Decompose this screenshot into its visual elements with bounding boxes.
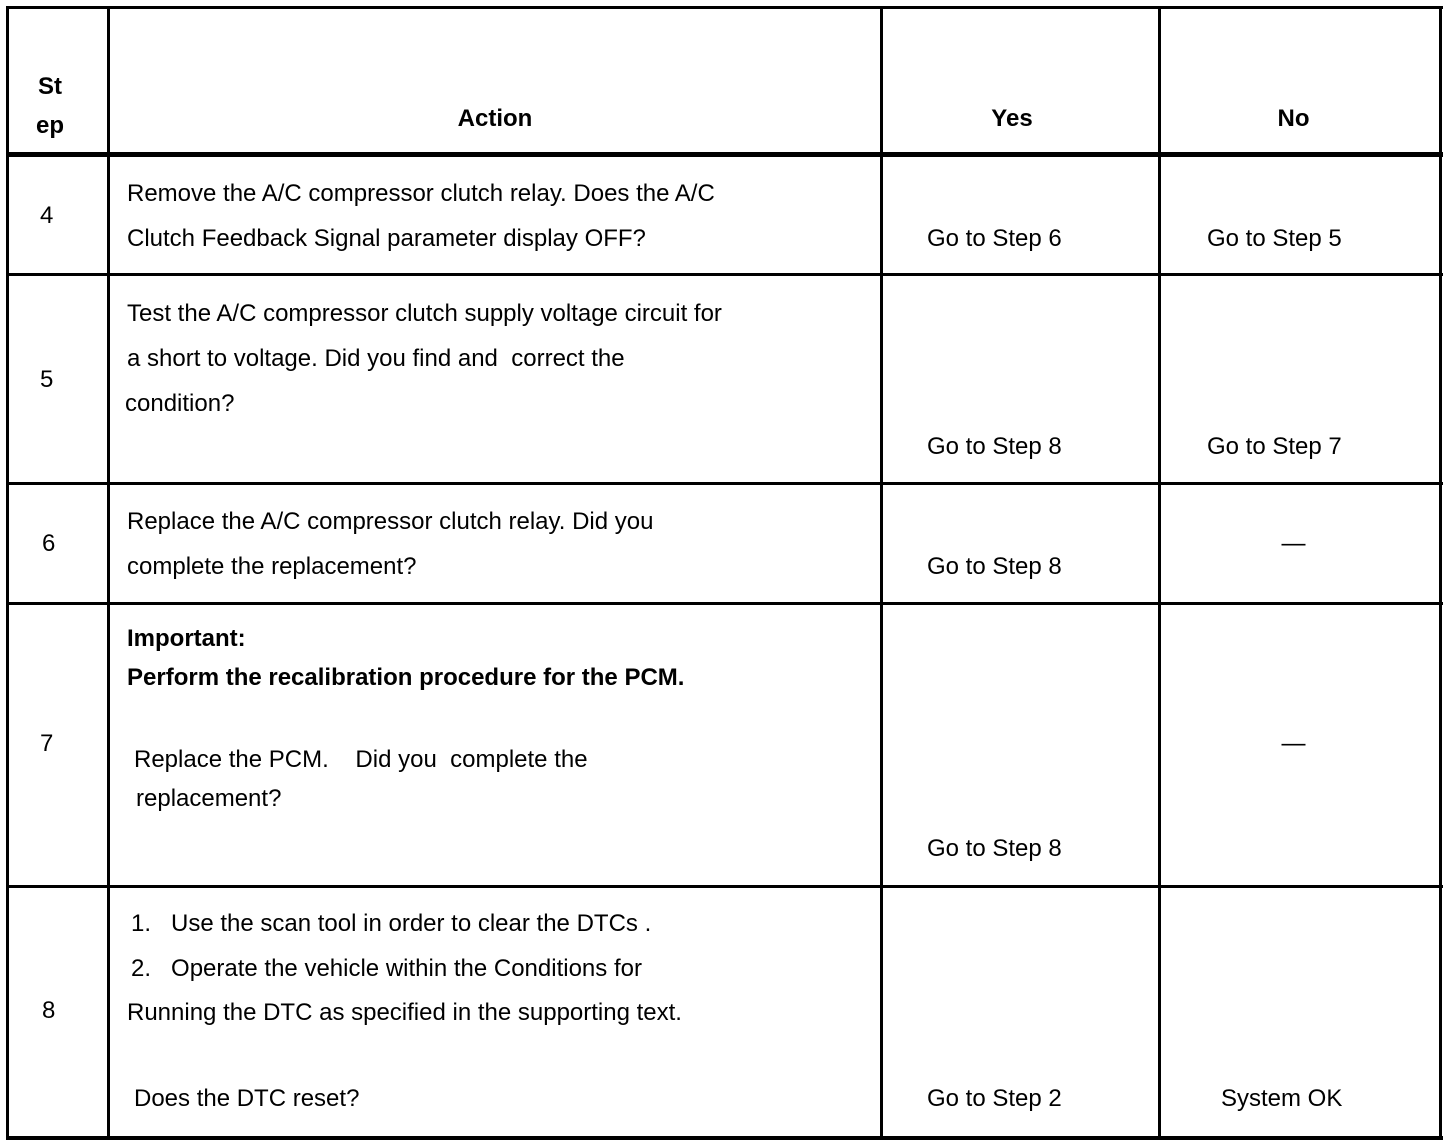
no-result: Go to Step 7 (1207, 433, 1342, 460)
action-line: complete the replacement? (127, 553, 417, 580)
row-divider (6, 482, 1443, 485)
table-border-bottom (6, 1136, 1443, 1140)
step-number: 5 (40, 366, 54, 393)
action-line: Replace the A/C compressor clutch relay. Did you (127, 508, 654, 535)
table-border-right (1439, 6, 1442, 1140)
yes-result: Go to Step 8 (927, 553, 1062, 580)
action-line: 2. Operate the vehicle within the Conditions for (131, 955, 642, 982)
step-number: 6 (42, 530, 56, 557)
row-divider (6, 885, 1443, 888)
action-line: Clutch Feedback Signal parameter display OFF? (127, 225, 646, 252)
no-result: — (1281, 730, 1306, 757)
step-number: 4 (40, 202, 54, 229)
table-border-left (6, 6, 9, 1140)
action-line: a short to voltage. Did you find and correct the (127, 345, 625, 372)
header-no: No (1277, 105, 1310, 132)
action-line: Running the DTC as specified in the supporting text. (127, 999, 682, 1026)
header-step: St ep (35, 73, 64, 139)
no-result: Go to Step 5 (1207, 225, 1342, 252)
yes-result: Go to Step 2 (927, 1085, 1062, 1112)
action-line: 1. Use the scan tool in order to clear the DTCs . (131, 910, 652, 937)
step-number: 7 (40, 730, 54, 757)
yes-result: Go to Step 8 (927, 835, 1062, 862)
no-result: — (1281, 530, 1306, 557)
action-line: replacement? (136, 785, 282, 812)
action-line: condition? (125, 390, 235, 417)
action-line: Does the DTC reset? (134, 1085, 360, 1112)
yes-result: Go to Step 6 (927, 225, 1062, 252)
column-divider (1158, 6, 1161, 1140)
important-text: Perform the recalibration procedure for the PCM. (127, 664, 685, 691)
important-label: Important: (127, 625, 246, 652)
row-divider (6, 602, 1443, 605)
step-number: 8 (42, 997, 56, 1024)
column-divider (880, 6, 883, 1140)
row-divider (6, 273, 1443, 276)
header-yes: Yes (991, 105, 1033, 132)
action-line: Remove the A/C compressor clutch relay. Does the A/C (127, 180, 715, 207)
header-action: Action (457, 105, 533, 132)
no-result: System OK (1221, 1085, 1343, 1112)
table-border-top (6, 6, 1443, 9)
action-line: Replace the PCM. Did you complete the (134, 746, 588, 773)
column-divider (107, 6, 110, 1140)
action-line: Test the A/C compressor clutch supply voltage circuit for (127, 300, 722, 327)
yes-result: Go to Step 8 (927, 433, 1062, 460)
header-divider (6, 152, 1443, 157)
